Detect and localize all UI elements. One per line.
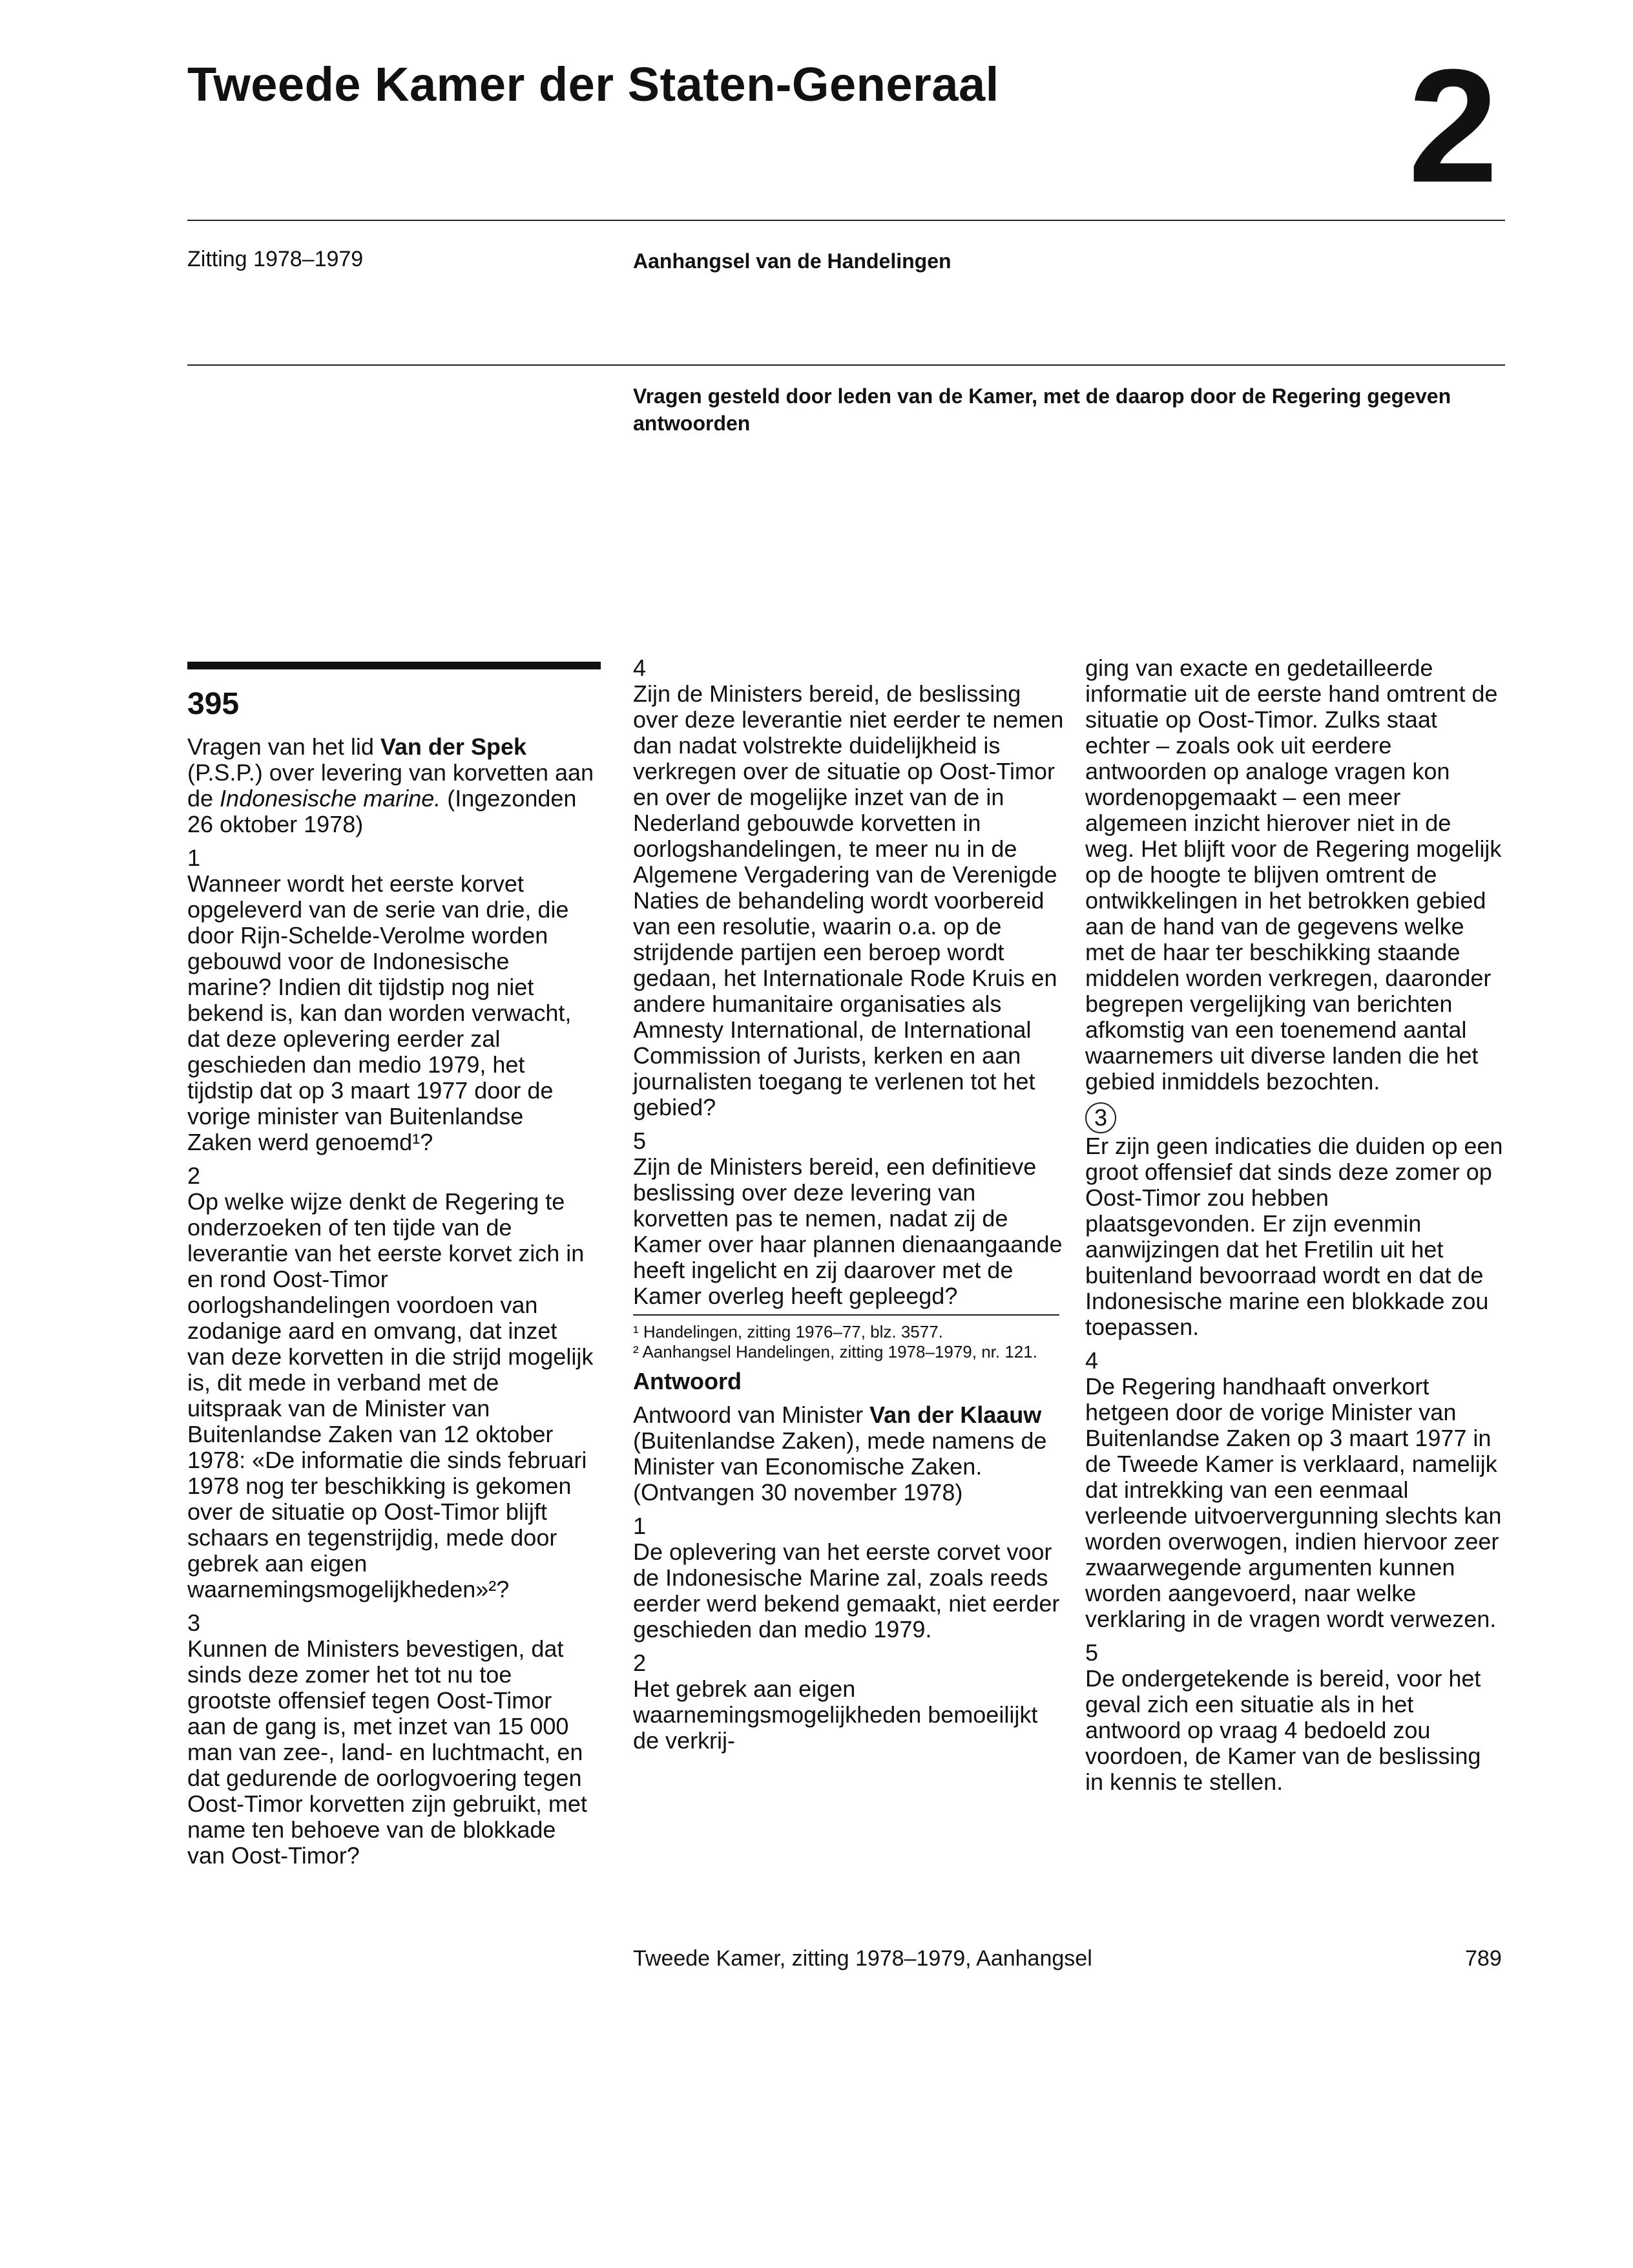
a1-number: 1 <box>633 1513 647 1539</box>
q1-number: 1 <box>187 845 201 871</box>
footnote-1: ¹ Handelingen, zitting 1976–77, blz. 3577. <box>633 1322 943 1341</box>
q3-text: Kunnen de Ministers bevestigen, dat sinds deze zomer het tot nu toe grootste offensief tegen Oost-Timor aan de gang is, met inzet van 15 000 man van zee-, land- en luchtmacht, en dat gedurende de oorlogvoering tegen Oost-Timor korvetten zijn gebruikt, met name ten behoeve van de blokkade van Oost-Timor? <box>187 1635 587 1869</box>
q3-number: 3 <box>187 1610 201 1636</box>
document-number: 2 <box>1408 36 1499 216</box>
chamber-title: Tweede Kamer der Staten-Generaal <box>187 58 999 111</box>
a5-number: 5 <box>1085 1639 1099 1666</box>
q5-number: 5 <box>633 1128 647 1154</box>
appendix-label: Aanhangsel van de Handelingen <box>633 249 952 273</box>
page-number: 789 <box>1465 1946 1502 1971</box>
session-label: Zitting 1978–1979 <box>187 247 364 271</box>
column-3 <box>1085 655 1505 1803</box>
q4-number: 4 <box>633 655 647 681</box>
question-number: 395 <box>187 687 240 721</box>
handwritten-circle-3: 3 <box>1085 1102 1116 1133</box>
a4-text: De Regering handhaaft onverkort hetgeen door de vorige Minister van Buitenlandse Zaken op 3 maart 1977 in de Tweede Kamer is verklaard, namelijk dat intrekking van een eenmaal verleende uitvoervergunning slechts kan worden overwogen, indien hiervoor zeer zwaarwegende argumenten kunnen worden aangevoerd, naar welke verklaring in de vragen wordt verwezen. <box>1085 1373 1502 1632</box>
header-rule-top <box>187 220 1505 221</box>
footnote-rule <box>633 1314 1059 1316</box>
a5-text: De ondergetekende is bereid, voor het geval zich een situatie als in het antwoord op vraag 4 bedoeld zou voordoen, de Kamer van de beslissing in kennis te stellen. <box>1085 1665 1481 1795</box>
document-subject: Vragen gesteld door leden van de Kamer, met de daarop door de Regering gegeven antwoorden <box>633 384 1451 435</box>
a2-text: Het gebrek aan eigen waarnemingsmogelijkheden bemoeilijkt de verkrij- <box>633 1675 1038 1754</box>
a2-continuation: ging van exacte en gedetailleerde informatie uit de eerste hand omtrent de situatie op Oost-Timor. Zulks staat echter – zoals ook uit eerdere antwoorden op analoge vragen kon wordenopgemaakt – een meer algemeen inzicht hierover niet in de weg. Het blijft voor de Regering mogelijk op de hoogte te blijven omtrent de ontwikkelingen in het betrokken gebied aan de hand van de gegevens welke met de haar ter beschikking staande middelen worden verkregen, daaronder begrepen vergelijking van berichten afkomstig van een toenemend aantal waarnemers uit diverse landen die het gebied inmiddels bezochten. <box>1085 655 1502 1095</box>
column-1 <box>187 687 594 1876</box>
footnote-2: ² Aanhangsel Handelingen, zitting 1978–1979, nr. 121. <box>633 1342 1037 1361</box>
question-intro: Vragen van het lid Van der Spek (P.S.P.) over levering van korvetten aan de Indonesische marine. (Ingezonden 26 oktober 1978) <box>187 733 594 837</box>
q4-text: Zijn de Ministers bereid, de beslissing over deze leverantie niet eerder te nemen dan nadat volstrekte duidelijkheid is verkregen over de situatie op Oost-Timor en over de mogelijke inzet van de in Nederland gebouwde korvetten in oorlogshandelingen, te meer nu in de Algemene Vergadering van de Verenigde Naties de behandeling wordt voorbereid van een resolutie, waarin o.a. op de strijdende partijen een beroep wordt gedaan, het Internationale Rode Kruis en andere humanitaire organisaties als Amnesty International, de International Commission of Jurists, kerken en aan journalisten toegang te verlenen tot het gebied? <box>633 680 1064 1120</box>
a2-number: 2 <box>633 1650 647 1676</box>
answer-intro: Antwoord van Minister Van der Klaauw (Buitenlandse Zaken), mede namens de Minister van Economische Zaken. (Ontvangen 30 november 1978) <box>633 1402 1047 1506</box>
q2-number: 2 <box>187 1162 201 1189</box>
column-2 <box>633 655 1066 1761</box>
question-separator-bar <box>187 662 601 669</box>
q1-text: Wanneer wordt het eerste korvet opgeleverd van de serie van drie, die door Rijn-Schelde-Verolme worden gebouwd voor de Indonesische marine? Indien dit tijdstip nog niet bekend is, kan dan worden verwacht, dat deze oplevering eerder zal geschieden dan medio 1979, het tijdstip dat op 3 maart 1977 door de vorige minister van Buitenlandse Zaken werd genoemd¹? <box>187 870 572 1155</box>
q5-text: Zijn de Ministers bereid, een definitieve beslissing over deze levering van korvetten pas te nemen, nadat zij de Kamer over haar plannen dienaangaande heeft ingelicht en zij daarover met de Kamer overleg heeft gepleegd? <box>633 1153 1063 1309</box>
a4-number: 4 <box>1085 1347 1099 1374</box>
header-rule-bottom <box>187 364 1505 366</box>
q2-text: Op welke wijze denkt de Regering te onderzoeken of ten tijde van de leverantie van het eerste korvet zich in en rond Oost-Timor oorlogshandelingen voordoen van zodanige aard en omvang, dat inzet van deze korvetten in die strijd mogelijk is, dit mede in verband met de uitspraak van de Minister van Buitenlandse Zaken van 12 oktober 1978: «De informatie die sinds februari 1978 nog ter beschikking is gekomen over de situatie op Oost-Timor blijft schaars en tegenstrijdig, mede door gebrek aan eigen waarnemingsmogelijkheden»²? <box>187 1188 594 1602</box>
footer-text: Tweede Kamer, zitting 1978–1979, Aanhangsel <box>633 1946 1092 1971</box>
a1-text: De oplevering van het eerste corvet voor de Indonesische Marine zal, zoals reeds eerder werd bekend gemaakt, niet eerder geschieden dan medio 1979. <box>633 1538 1060 1643</box>
answer-heading: Antwoord <box>633 1368 742 1394</box>
a3-text: Er zijn geen indicaties die duiden op een groot offensief dat sinds deze zomer op Oost-Timor zou hebben plaatsgevonden. Er zijn evenmin aanwijzingen dat het Fretilin uit het buitenland bevoorraad wordt en dat de Indonesische marine een blokkade zou toepassen. <box>1085 1133 1503 1340</box>
a3-number <box>1085 1102 1505 1133</box>
